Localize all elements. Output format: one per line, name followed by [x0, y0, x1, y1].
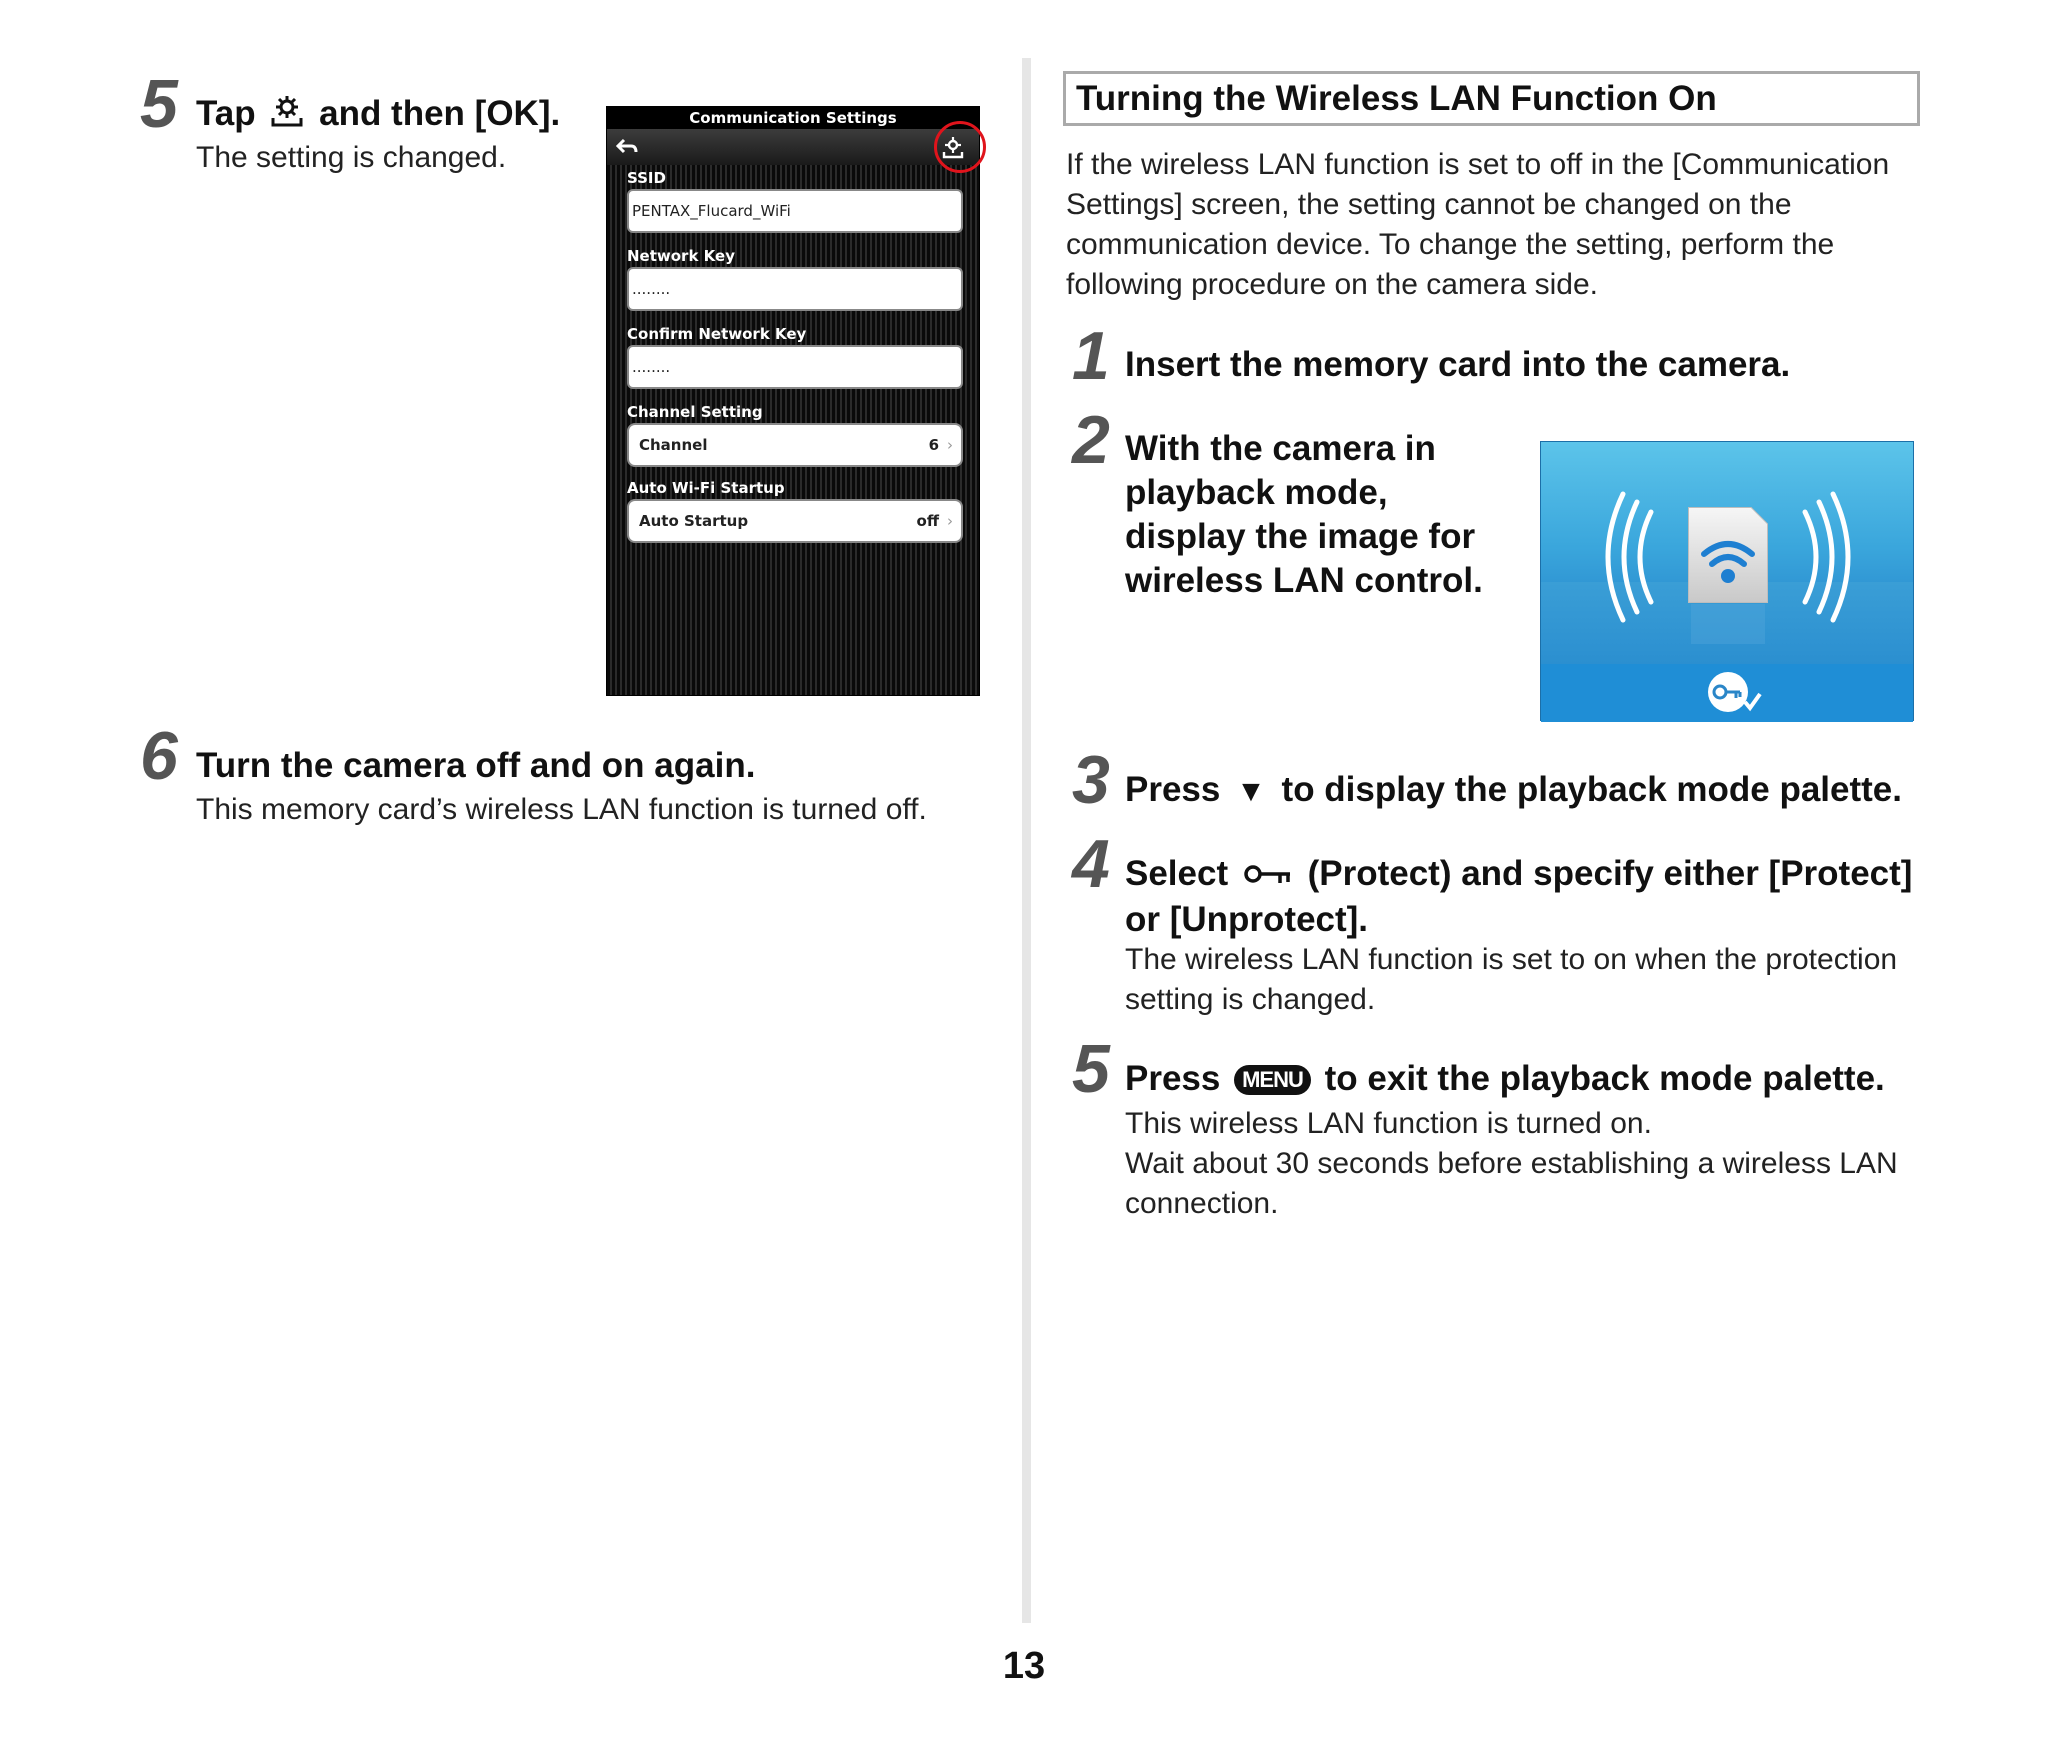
confirm-network-key-label: Confirm Network Key — [627, 325, 807, 343]
wireless-lan-control-image — [1540, 441, 1914, 721]
chevron-right-icon: › — [947, 436, 953, 454]
left-step-5-number: 5 — [140, 66, 178, 142]
phone-toolbar — [607, 129, 979, 165]
phone-title: Communication Settings — [607, 107, 979, 129]
step-2-line: display the image for — [1125, 517, 1476, 556]
left-step-6-body: This memory card’s wireless LAN function is turned off. — [196, 793, 927, 826]
network-key-field[interactable]: ........ — [627, 267, 963, 311]
channel-row[interactable] — [627, 423, 963, 467]
column-divider — [1022, 58, 1031, 1623]
confirm-network-key-field[interactable]: ........ — [627, 345, 963, 389]
right-step-4-title — [1125, 852, 1912, 942]
left-step-6-number: 6 — [140, 718, 178, 794]
channel-label: Channel — [639, 436, 708, 454]
step-4-pre: Select — [1125, 854, 1229, 893]
down-arrow-icon: ▼ — [1236, 775, 1266, 808]
back-arrow-icon[interactable] — [615, 135, 639, 159]
right-step-4-number: 4 — [1072, 826, 1110, 902]
right-step-2-number: 2 — [1072, 402, 1110, 478]
step-2-line: wireless LAN control. — [1125, 561, 1483, 600]
right-step-5-body — [1125, 1104, 1898, 1224]
right-step-5-number: 5 — [1072, 1031, 1110, 1107]
step-5-body-line: Wait about 30 seconds before establishing a wireless LAN — [1125, 1147, 1898, 1180]
ssid-field[interactable]: PENTAX_Flucard_WiFi — [627, 189, 963, 233]
step-4-body-line: setting is changed. — [1125, 983, 1376, 1016]
phone-screenshot — [606, 106, 980, 696]
right-step-3-number: 3 — [1072, 742, 1110, 818]
channel-setting-label: Channel Setting — [627, 403, 763, 421]
auto-startup-row[interactable] — [627, 499, 963, 543]
right-step-1-title: Insert the memory card into the camera. — [1125, 345, 1791, 384]
wifi-card-icon — [1541, 442, 1915, 722]
chevron-right-icon: › — [947, 512, 953, 530]
left-step-5-title-post: and then [OK]. — [319, 94, 561, 133]
step-4-body-line: The wireless LAN function is set to on when the protection — [1125, 943, 1898, 976]
right-step-5-title — [1125, 1057, 1885, 1101]
protect-key-icon — [1242, 854, 1294, 898]
intro-line: Settings] screen, the setting cannot be changed on the — [1066, 188, 1792, 221]
auto-wifi-startup-label: Auto Wi-Fi Startup — [627, 479, 785, 497]
right-step-3-title — [1125, 768, 1902, 814]
step-3-post: to display the playback mode palette. — [1281, 770, 1902, 809]
channel-value: 6 — [928, 436, 939, 454]
step-4-post: (Protect) and specify either [Protect] — [1307, 854, 1913, 893]
right-step-1-number: 1 — [1072, 318, 1110, 394]
highlight-circle — [934, 121, 986, 173]
step-5-post: to exit the playback mode palette. — [1324, 1059, 1885, 1098]
left-step-5-body: The setting is changed. — [196, 141, 507, 174]
step-5-body-line: This wireless LAN function is turned on. — [1125, 1107, 1652, 1140]
intro-line: following procedure on the camera side. — [1066, 268, 1598, 301]
right-step-2-title — [1125, 427, 1483, 603]
camera-settings-icon — [269, 93, 305, 140]
left-step-5-title — [196, 92, 560, 140]
left-step-6-title: Turn the camera off and on again. — [196, 746, 756, 785]
step-2-line: With the camera in — [1125, 429, 1436, 468]
auto-startup-value: off — [916, 512, 939, 530]
section-title: Turning the Wireless LAN Function On — [1063, 71, 1920, 126]
step-3-pre: Press — [1125, 770, 1221, 809]
right-step-4-body — [1125, 940, 1897, 1020]
ssid-label: SSID — [627, 169, 666, 187]
step-4-title-line-2: or [Unprotect]. — [1125, 900, 1369, 939]
step-5-body-line: connection. — [1125, 1187, 1279, 1220]
step-2-line: playback mode, — [1125, 473, 1388, 512]
page-number: 13 — [1002, 1645, 1046, 1687]
left-step-5-title-pre: Tap — [196, 94, 256, 133]
intro-line: If the wireless LAN function is set to off in the [Communication — [1066, 148, 1890, 181]
intro-line: communication device. To change the setting, perform the — [1066, 228, 1835, 261]
menu-button-icon: MENU — [1234, 1065, 1311, 1095]
intro-paragraph — [1066, 145, 1926, 305]
step-4-title-line-1 — [1125, 852, 1912, 898]
auto-startup-label: Auto Startup — [639, 512, 749, 530]
network-key-label: Network Key — [627, 247, 735, 265]
step-5-pre: Press — [1125, 1059, 1221, 1098]
